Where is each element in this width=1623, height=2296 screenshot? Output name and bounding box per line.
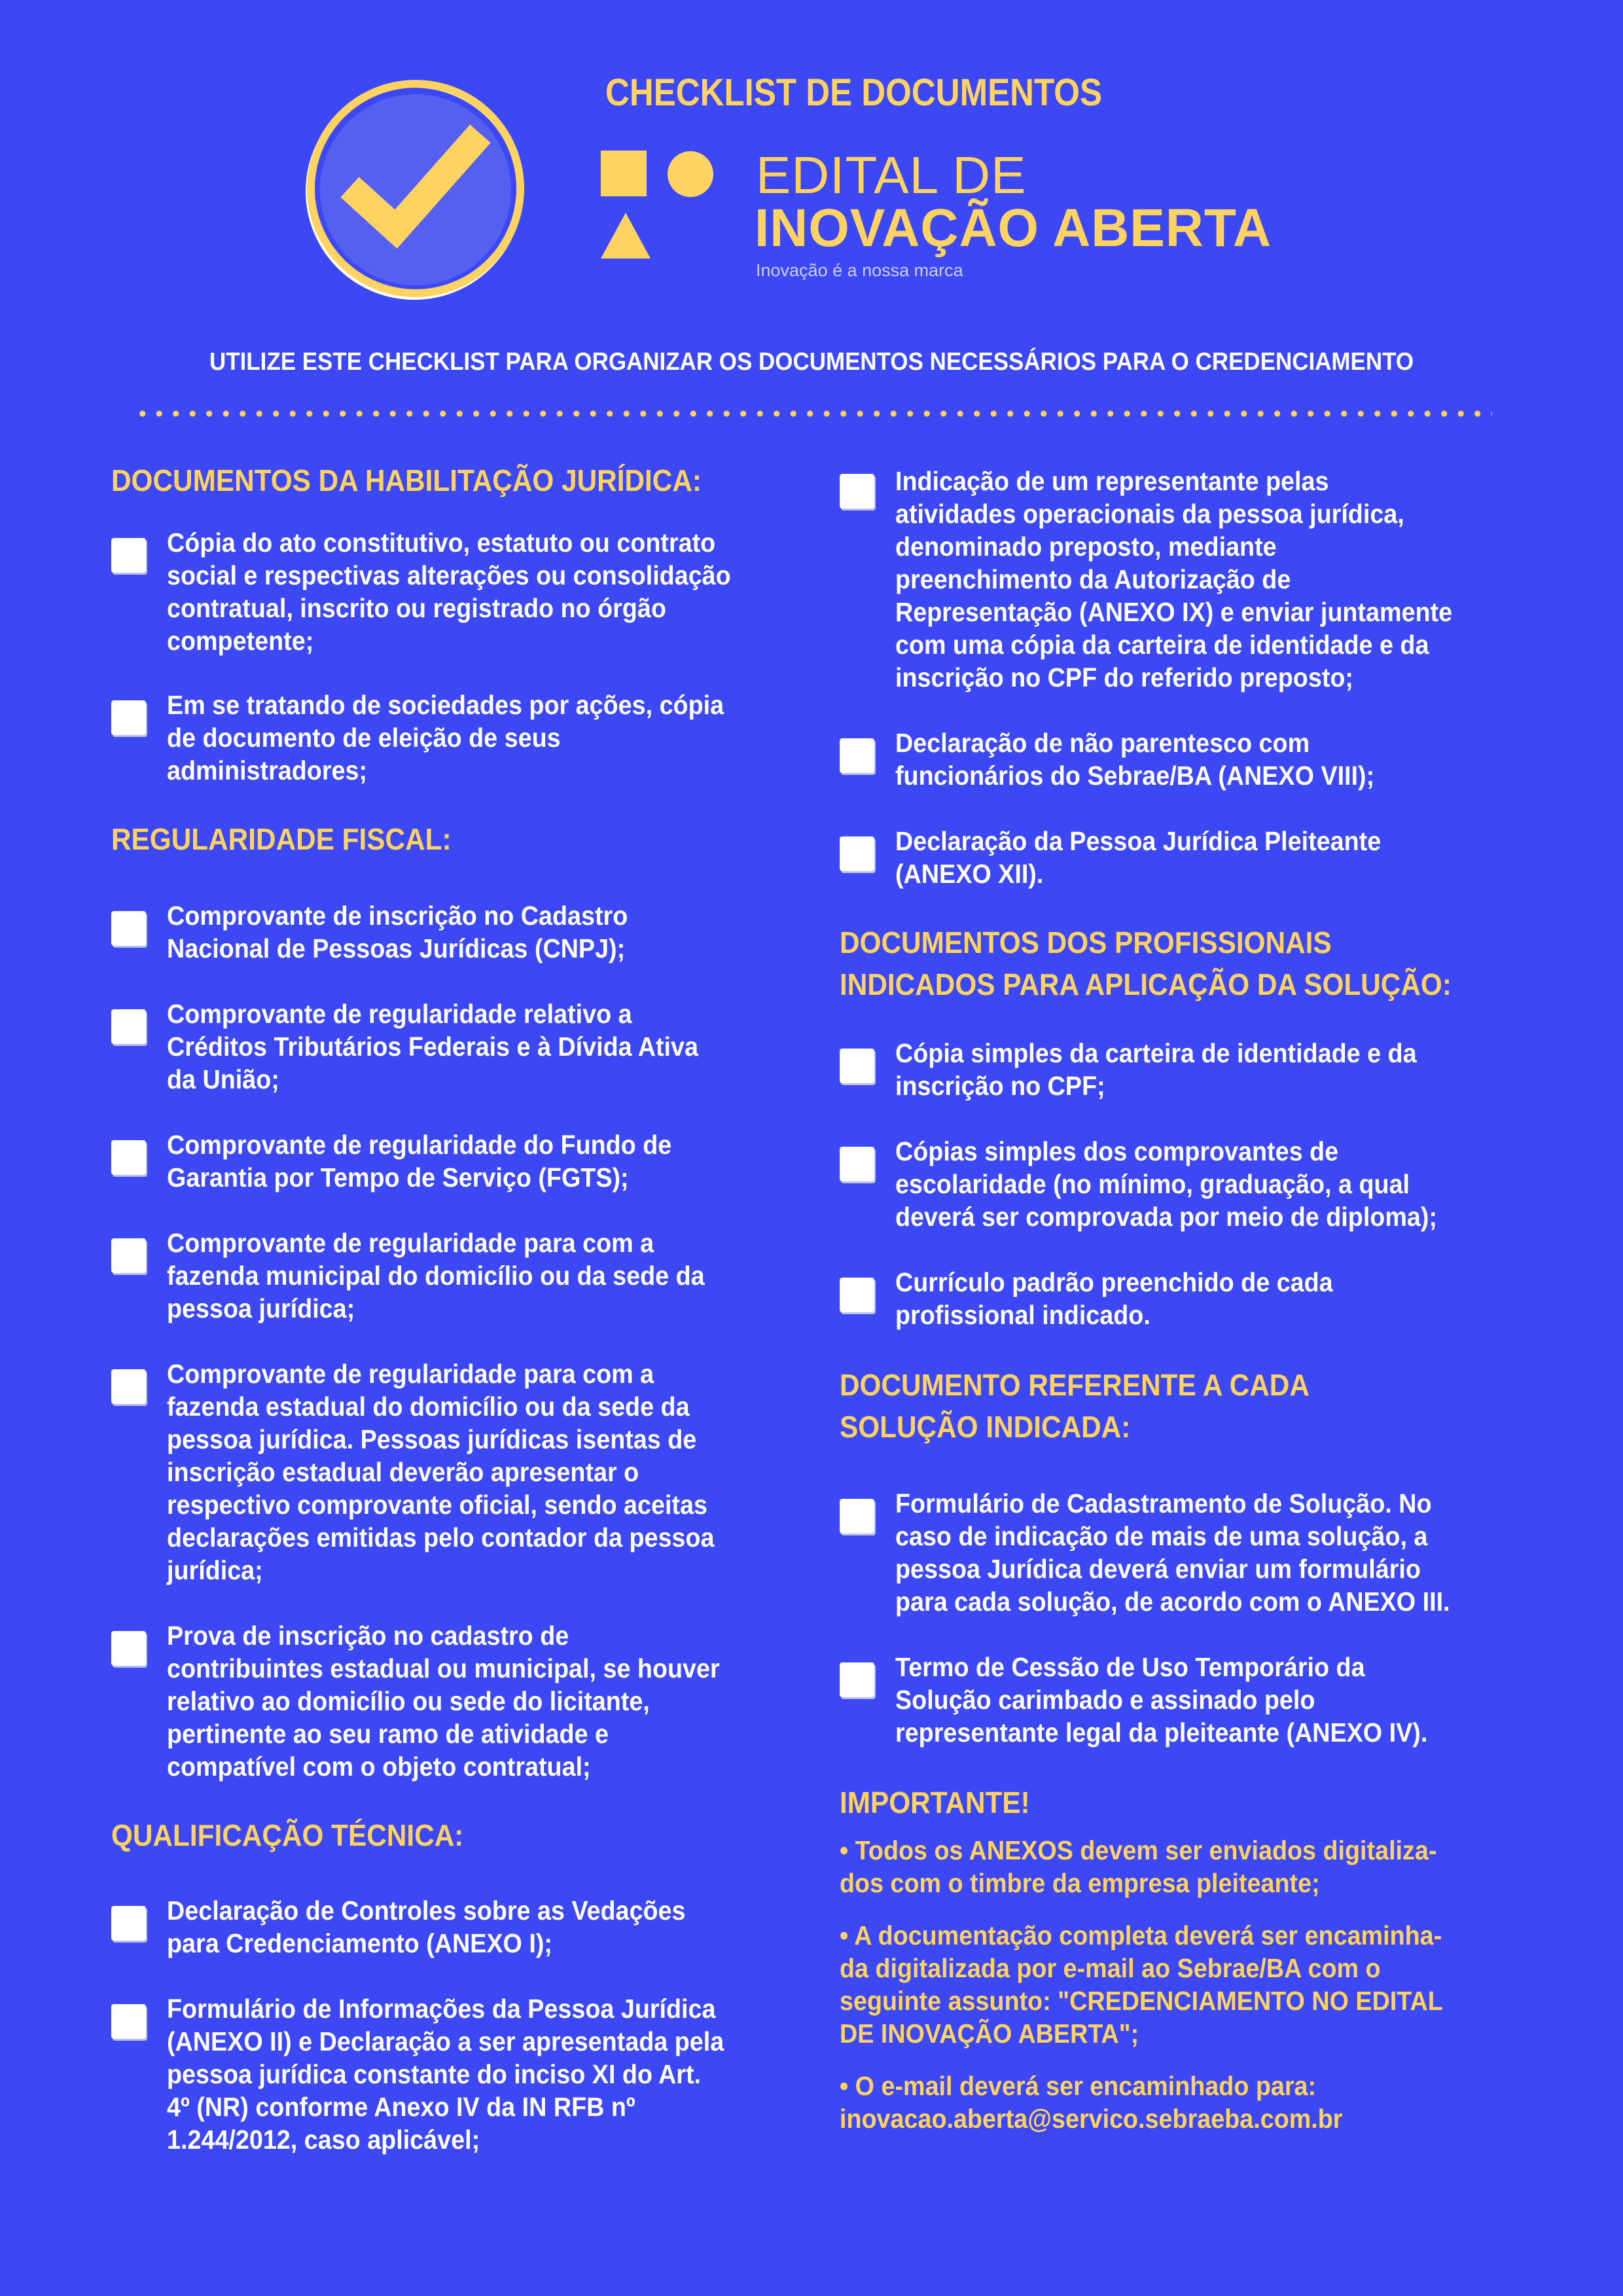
checkbox[interactable] (840, 836, 874, 871)
checklist-item-text: Currículo padrão preenchido de cada profissional indicado. (895, 1267, 1333, 1330)
section-heading-solucao: DOCUMENTO REFERENTE A CADA (840, 1368, 1310, 1402)
checklist-item-text: Cópia simples da carteira de identidade e da inscrição no CPF; (895, 1038, 1417, 1101)
checkbox[interactable] (840, 474, 874, 509)
tagline: Inovação é a nossa marca (756, 260, 963, 280)
checklist-item (840, 726, 1520, 792)
checklist-item (111, 1357, 772, 1587)
checklist-item-text: Em se tratando de sociedades por ações, cópia de documento de eleição de seus administradores; (167, 690, 724, 785)
checklist-item-text: Comprovante de regularidade relativo a Créditos Tributários Federais e à Dívida Ativa da União; (167, 999, 698, 1094)
checkbox[interactable] (111, 1140, 146, 1175)
checklist-item (111, 1128, 772, 1194)
checklist-item-text: Cópias simples dos comprovantes de escolaridade (no mínimo, graduação, a qual deverá ser comprovada por meio de diploma); (895, 1136, 1437, 1232)
checkbox[interactable] (111, 1631, 146, 1666)
checkbox[interactable] (840, 1662, 874, 1697)
checklist-item-text: Formulário de Informações da Pessoa Jurídica (ANEXO II) e Declaração a ser apresentada pela pessoa jurídica constante do inciso XI do Art. 4º (NR) conforme Anexo IV da IN RFB nº 1.244/2012, caso aplicável; (167, 1994, 724, 2155)
checkbox[interactable] (111, 1369, 146, 1404)
left-column (111, 459, 772, 2156)
right-column (840, 459, 1520, 2135)
checklist-item-text: Formulário de Cadastramento de Solução. No caso de indicação de mais de uma solução, a pessoa Jurídica deverá enviar um formulário para cada solução, de acordo com o ANEXO III. (895, 1488, 1450, 1617)
section-heading-regularidade: REGULARIDADE FISCAL: (111, 822, 452, 856)
dotted-divider (134, 410, 1492, 418)
checklist-item-text: Declaração da Pessoa Jurídica Pleiteante (ANEXO XII). (895, 826, 1382, 889)
checklist-item (111, 1992, 772, 2156)
edital-title-line2: INOVAÇÃO ABERTA (755, 198, 1272, 258)
checklist-item (111, 997, 772, 1096)
checkbox[interactable] (840, 1499, 874, 1534)
checklist-item-text: Cópia do ato constitutivo, estatuto ou contrato social e respectivas alterações ou consolidação contratual, inscrito ou registrado no órgão competente; (167, 528, 731, 656)
checklist-item (111, 1227, 772, 1325)
checklist-item-text: Comprovante de regularidade para com a fazenda municipal do domicílio ou da sede da pessoa jurídica; (167, 1228, 705, 1323)
section-heading-profissionais-line2: INDICADOS PARA APLICAÇÃO DA SOLUÇÃO: (840, 967, 1452, 1001)
checklist-item-text: Declaração de não parentesco com funcionários do Sebrae/BA (ANEXO VIII); (895, 728, 1375, 791)
checkbox[interactable] (111, 538, 146, 573)
important-note: • O e-mail deverá ser encaminhado para: inovacao.aberta@servico.sebraeba.com.br (840, 2071, 1343, 2134)
checklist-item (111, 689, 772, 787)
section-heading-solucao-line2: SOLUÇÃO INDICADA: (840, 1410, 1131, 1444)
checkbox[interactable] (840, 738, 874, 773)
checkmark-badge-icon (298, 72, 533, 308)
checklist-item-text: Comprovante de inscrição no Cadastro Nacional de Pessoas Jurídicas (CNPJ); (167, 901, 628, 963)
checklist-item (840, 825, 1520, 890)
important-heading: IMPORTANTE! (840, 1785, 1030, 1820)
checklist-item-text: Declaração de Controles sobre as Vedações para Credenciamento (ANEXO I); (167, 1895, 686, 1958)
checklist-item-text: Comprovante de regularidade do Fundo de Garantia por Tempo de Serviço (FGTS); (167, 1130, 672, 1193)
checklist-item-text: Prova de inscrição no cadastro de contribuintes estadual ou municipal, se houver relativo ao domicílio ou sede do licitante, pertinente ao seu ramo de atividade e compatível com o objeto contratual; (167, 1621, 720, 1782)
checkbox[interactable] (111, 1238, 146, 1273)
checkbox[interactable] (840, 1049, 874, 1083)
checklist-title: CHECKLIST DE DOCUMENTOS (605, 71, 1103, 114)
instruction-text: UTILIZE ESTE CHECKLIST PARA ORGANIZAR OS DOCUMENTOS NECESSÁRIOS PARA O CREDENCIAMENTO (209, 348, 1414, 376)
section-heading-qualificacao: QUALIFICAÇÃO TÉCNICA: (111, 1818, 464, 1852)
checklist-item (111, 1894, 772, 1960)
checklist-item (111, 899, 772, 965)
edital-shapes-logo-icon (601, 151, 715, 263)
checklist-item (840, 1135, 1520, 1233)
checkbox[interactable] (111, 1906, 146, 1941)
checklist-item-text: Indicação de um representante pelas atividades operacionais da pessoa jurídica, denominado preposto, mediante preenchimento da Autorização de Representação (ANEXO IX) e enviar juntamente com uma cópia da carteira de identidade e da inscrição no CPF do referido preposto; (895, 466, 1453, 692)
checkbox[interactable] (840, 1278, 874, 1312)
checkbox[interactable] (840, 1147, 874, 1181)
checkbox[interactable] (111, 911, 146, 946)
checkbox[interactable] (111, 1009, 146, 1044)
checklist-item (840, 1487, 1520, 1618)
checklist-item (840, 1037, 1520, 1102)
section-heading-profissionais: DOCUMENTOS DOS PROFISSIONAIS (840, 925, 1332, 960)
checklist-item (840, 1266, 1520, 1331)
checkbox[interactable] (111, 2004, 146, 2039)
section-heading-habilitacao: DOCUMENTOS DA HABILITAÇÃO JURÍDICA: (111, 463, 702, 497)
checklist-item-text: Termo de Cessão de Uso Temporário da Solução carimbado e assinado pelo representante legal da pleiteante (ANEXO IV). (895, 1652, 1428, 1748)
important-note: • Todos os ANEXOS devem ser enviados digitaliza- dos com o timbre da empresa pleiteante; (840, 1835, 1437, 1898)
checklist-item-text: Comprovante de regularidade para com a fazenda estadual do domicílio ou da sede da pessoa jurídica. Pessoas jurídicas isentas de inscrição estadual deverão apresentar o respectivo comprovante oficial, sendo aceitas declarações emitidas pelo contador da pessoa jurídica; (167, 1359, 715, 1585)
checklist-item (111, 526, 772, 657)
checklist-item (840, 1651, 1520, 1749)
checkbox[interactable] (111, 700, 146, 735)
checklist-item (840, 465, 1520, 694)
edital-title-line1: EDITAL DE (756, 146, 1027, 204)
checklist-item (111, 1619, 772, 1783)
important-note: • A documentação completa deverá ser encaminha- da digitalizada por e-mail ao Sebrae/BA com o seguinte assunto: "CREDENCIAMENTO NO EDITAL DE INOVAÇÃO ABERTA"; (840, 1920, 1443, 2049)
